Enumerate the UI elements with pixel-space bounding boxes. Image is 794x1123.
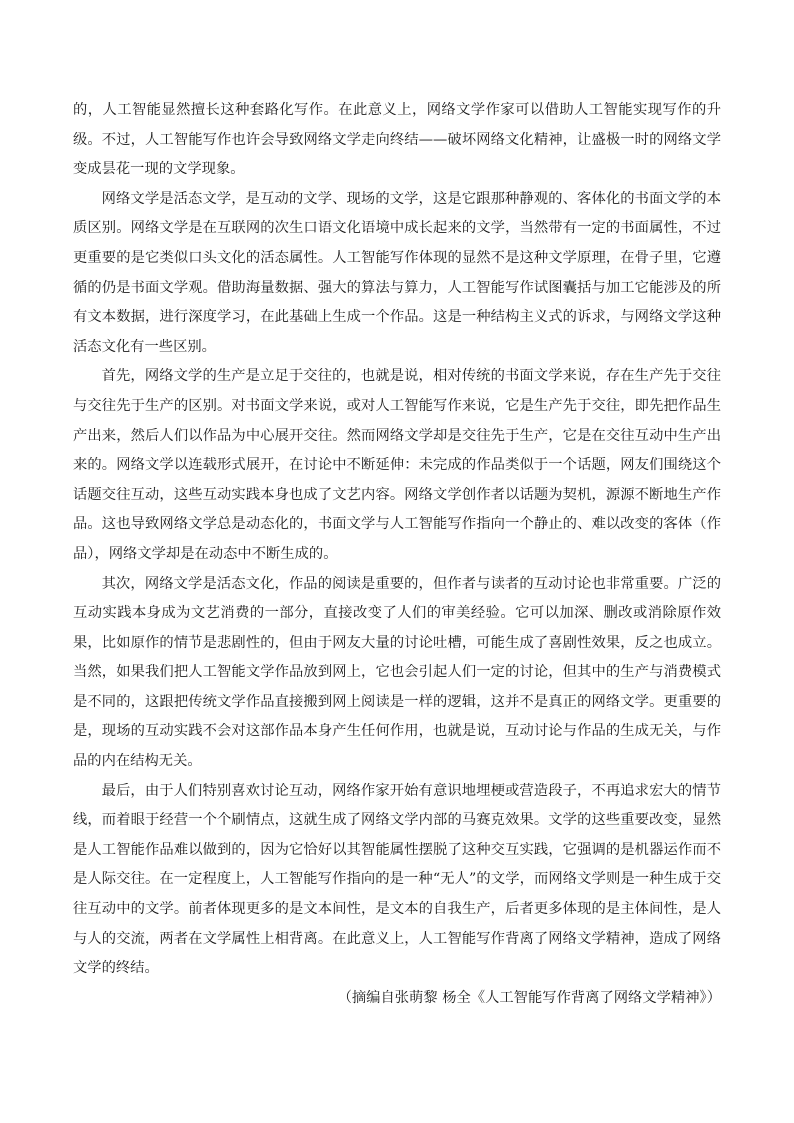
paragraph-first-point: 首先，网络文学的生产是立足于交往的，也就是说，相对传统的书面文学来说，存在生产先于交往与交往先于生产的区别。对书面文学来说，或对人工智能写作来说，它是生产先于交往，即先把作品生产出来，然后人们以作品为中心展开交往。然而网络文学却是交往先于生产，它是在交往互动中生产出来的。网络文学以连载形式展开，在讨论中不断延伸：未完成的作品类似于一个话题，网友们围绕这个话题交往互动，这些互动实践本身也成了文艺内容。网络文学创作者以话题为契机，源源不断地生产作品。这也导致网络文学总是动态化的，书面文学与人工智能写作指向一个静止的、难以改变的客体（作品），网络文学却是在动态中不断生成的。 [73,368,721,562]
paragraph-continuation: 的，人工智能显然擅长这种套路化写作。在此意义上，网络文学作家可以借助人工智能实现写作的升级。不过，人工智能写作也许会导致网络文学走向终结——破坏网络文化精神，让盛极一时的网络文学变成昙花一现的文学现象。 [73,102,721,178]
paragraph-living-literature: 网络文学是活态文学，是互动的文学、现场的文学，这是它跟那种静观的、客体化的书面文学的本质区别。网络文学是在互联网的次生口语文化语境中成长起来的文学，当然带有一定的书面属性，不过更重要的是它类似口头文化的活态属性。人工智能写作体现的显然不是这种文学原理，在骨子里，它遵循的仍是书面文学观。借助海量数据、强大的算法与算力，人工智能写作试图囊括与加工它能涉及的所有文本数据，进行深度学习，在此基础上生成一个作品。这是一种结构主义式的诉求，与网络文学这种活态文化有一些区别。 [73,190,721,355]
source-citation: （摘编自张萌黎 杨全《人工智能写作背离了网络文学精神》） [337,989,721,1006]
paragraph-third-point: 最后，由于人们特别喜欢讨论互动，网络作家开始有意识地埋梗或营造段子，不再追求宏大的情节线，而着眼于经营一个个刷情点，这就生成了网络文学内部的马赛克效果。文学的这些重要改变，显然是人工智能作品难以做到的，因为它恰好以其智能属性摆脱了这种交互实践，它强调的是机器运作而不是人际交往。在一定程度上，人工智能写作指向的是一种“无人”的文学，而网络文学则是一种生成于交往互动中的文学。前者体现更多的是文本间性，是文本的自我生产，后者更多体现的是主体间性，是人与人的交流，两者在文学属性上相背离。在此意义上，人工智能写作背离了网络文学精神，造成了网络文学的终结。 [73,782,721,977]
article-body [73,96,721,1013]
paragraph-second-point: 其次，网络文学是活态文化，作品的阅读是重要的，但作者与读者的互动讨论也非常重要。广泛的互动实践本身成为文艺消费的一部分，直接改变了人们的审美经验。它可以加深、删改或消除原作效果，比如原作的情节是悲剧性的，但由于网友大量的讨论吐槽，可能生成了喜剧性效果，反之也成立。当然，如果我们把人工智能文学作品放到网上，它也会引起人们一定的讨论，但其中的生产与消费模式是不同的，这跟把传统文学作品直接搬到网上阅读是一样的逻辑，这并不是真正的网络文学。更重要的是，现场的互动实践不会对这部作品本身产生任何作用，也就是说，互动讨论与作品的生成无关，与作品的内在结构无关。 [73,575,721,770]
